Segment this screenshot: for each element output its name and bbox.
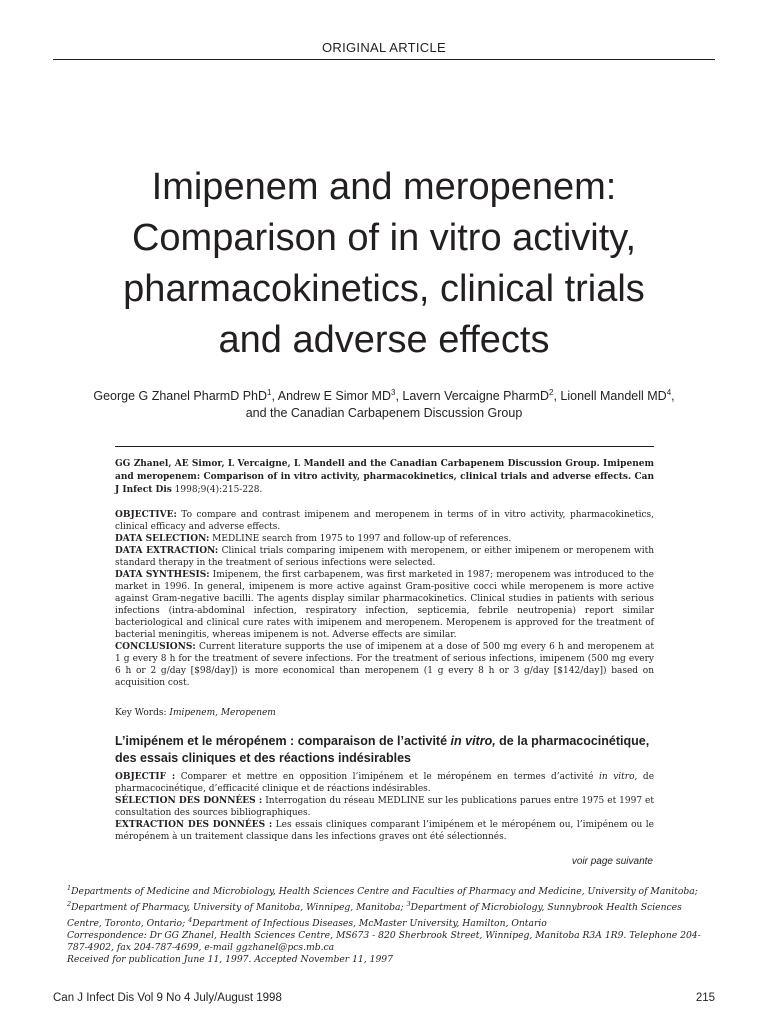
abstract-heading: CONCLUSIONS:: [115, 642, 196, 652]
footnote-marker: 1: [67, 884, 72, 892]
affiliation-text: Department of Pharmacy, University of Manitoba, Winnipeg, Manitoba;: [71, 902, 404, 914]
abstract-heading: OBJECTIF :: [115, 772, 176, 782]
affiliation-marker: 1: [267, 388, 272, 397]
abstract-italic: in vitro: [599, 772, 635, 782]
abstract-paragraph: [115, 569, 654, 641]
abstract-heading: DATA SYNTHESIS:: [115, 570, 210, 580]
author-line-1: [60, 384, 708, 405]
author-separator: ,: [671, 389, 675, 404]
section-label: ORIGINAL ARTICLE: [321, 40, 446, 55]
abstract-text: Comparer et mettre en opposition l’imipénem et le méropénem en termes d’activité: [175, 772, 599, 782]
citation: [115, 458, 654, 497]
abstract-rule: [115, 446, 654, 447]
received-footnote: Received for publication June 11, 1997. Accepted November 11, 1997: [67, 954, 393, 966]
citation-volume: 1998;9(4):215-228.: [171, 485, 263, 495]
abstract-text: Current literature supports the use of imipenem at a dose of 500 mg every 6 h and meropenem at 1 g every 8 h for the treatment of severe infections. For the treatment of serious infections, imipenem (500 mg every 6 h or 2 g/day [$98/day]) is more economical than meropenem (1 g every 8 h or 3 g/day [$142/day]) based on acquisition cost.: [115, 642, 654, 688]
abstract-text: Clinical trials comparing imipenem with meropenem, or either imipenem or meropenem with standard therapy in the treatment of serious infections were selected.: [115, 546, 654, 568]
title-line: and adverse effects: [218, 319, 550, 361]
article-title: [60, 162, 708, 366]
abstract-paragraph: [115, 795, 654, 819]
title-line: pharmacokinetics, clinical trials: [123, 268, 645, 310]
french-title-italic: in vitro,: [450, 734, 496, 748]
affiliation-text: Department of Microbiology, Sunnybrook Health Sciences Centre, Toronto, Ontario;: [67, 902, 682, 930]
abstract-text: , de pharmacocinétique, d’efficacité clinique et de réactions indésirables.: [115, 772, 655, 794]
abstract-heading: SÉLECTION DES DONNÉES :: [115, 796, 263, 806]
keywords-value: Imipenem, Meropenem: [169, 708, 276, 718]
abstract-english: [115, 509, 654, 689]
title-line: Imipenem and meropenem:: [151, 166, 617, 208]
author-line-2: and the Canadian Carbapenem Discussion Group: [245, 406, 523, 421]
footnotes: [53, 882, 715, 966]
footnote-marker: 4: [188, 916, 193, 925]
affiliation-marker: 3: [390, 388, 396, 397]
page-number: 215: [695, 992, 715, 1004]
author-name: , Andrew E Simor MD: [271, 389, 391, 404]
abstract-text: Les essais cliniques comparant l’imipénem et le méropénem ou, l’imipénem ou le méropénem à un traitement classique dans les infections graves ont été sélectionnés.: [115, 820, 654, 842]
continued-note: voir page suivante: [571, 856, 653, 867]
abstract-heading: DATA EXTRACTION:: [115, 546, 219, 556]
abstract-paragraph: [115, 771, 654, 795]
affiliation-text: Department of Infectious Diseases, McMaster University, Hamilton, Ontario: [192, 918, 547, 930]
affiliations-footnote: [53, 882, 715, 930]
abstract-heading: DATA SELECTION:: [115, 534, 210, 544]
abstract-text: Interrogation du réseau MEDLINE sur les publications parues entre 1975 et 1997 et consultation des sources bibliographiques.: [115, 796, 654, 818]
abstract-french: [115, 771, 654, 843]
affiliation-text: Departments of Medicine and Microbiology, Health Sciences Centre and Faculties of Pharmacy and Medicine, University of Manitoba;: [71, 886, 698, 898]
abstract-text: To compare and contrast imipenem and meropenem in terms of in vitro activity, pharmacokinetics, clinical efficacy and adverse effects.: [115, 510, 654, 532]
abstract-heading: OBJECTIVE:: [115, 510, 177, 520]
french-title-part: L’imipénem et le méropénem : comparaison de l’activité: [115, 734, 451, 748]
abstract-paragraph: [115, 819, 654, 843]
abstract-paragraph: [115, 533, 654, 545]
abstract-paragraph: [115, 545, 654, 569]
footnote-marker: 3: [406, 900, 411, 909]
author-name: George G Zhanel PharmD PhD: [93, 389, 268, 404]
affiliation-marker: 2: [549, 388, 554, 397]
footnote-marker: 2: [67, 900, 72, 909]
french-title: [115, 733, 654, 767]
abstract-paragraph: [115, 641, 654, 689]
abstract-text: MEDLINE search from 1975 to 1997 and follow-up of references.: [209, 534, 512, 544]
title-line: Comparison of in vitro activity,: [131, 217, 637, 259]
abstract-text: Imipenem, the first carbapenem, was first marketed in 1987; meropenem was introduced to the market in 1996. In general, imipenem is more active against Gram-positive cocci while meropenem is more active against Gram-negative bacilli. The agents display similar pharmacokinetics. Clinical studies in patients with serious infections (intra-abdominal infection, respiratory infection, septicemia, febrile neutropenia) report similar bacteriological and clinical cure rates with imipenem and meropenem. Meropenem is approved for the treatment of bacterial meningitis, whereas imipenem is not. Adverse effects are similar.: [115, 570, 654, 640]
abstract-heading: EXTRACTION DES DONNÉES :: [115, 820, 273, 830]
footer-journal: Can J Infect Dis Vol 9 No 4 July/August 1998: [53, 992, 282, 1004]
correspondence-footnote: Correspondence: Dr GG Zhanel, Health Sciences Centre, MS673 - 820 Sherbrook Street, Winnipeg, Manitoba R3A 1R9. Telephone 204-787-4902, fax 204-787-4699, e-mail ggzhanel@pcs.mb.ca: [67, 930, 701, 954]
author-name: , Lavern Vercaigne PharmD: [395, 389, 549, 404]
keywords: [115, 708, 654, 718]
author-name: , Lionell Mandell MD: [553, 389, 667, 404]
french-title-part: de la pharmacocinétique, des essais cliniques et des réactions indésirables: [115, 734, 650, 765]
abstract-paragraph: [115, 509, 654, 533]
citation-authors-title: GG Zhanel, AE Simor, L Vercaigne, L Mandell and the Canadian Carbapenem Discussion Group. Imipenem and meropenem: Comparison of in vitro activity, pharmacokinetics, clinical trials and adverse effects. Can J Infect Dis: [115, 459, 654, 495]
header-rule: [53, 59, 715, 60]
author-list: [60, 384, 708, 422]
keywords-label: Key Words:: [115, 708, 167, 718]
affiliation-marker: 4: [666, 388, 672, 397]
